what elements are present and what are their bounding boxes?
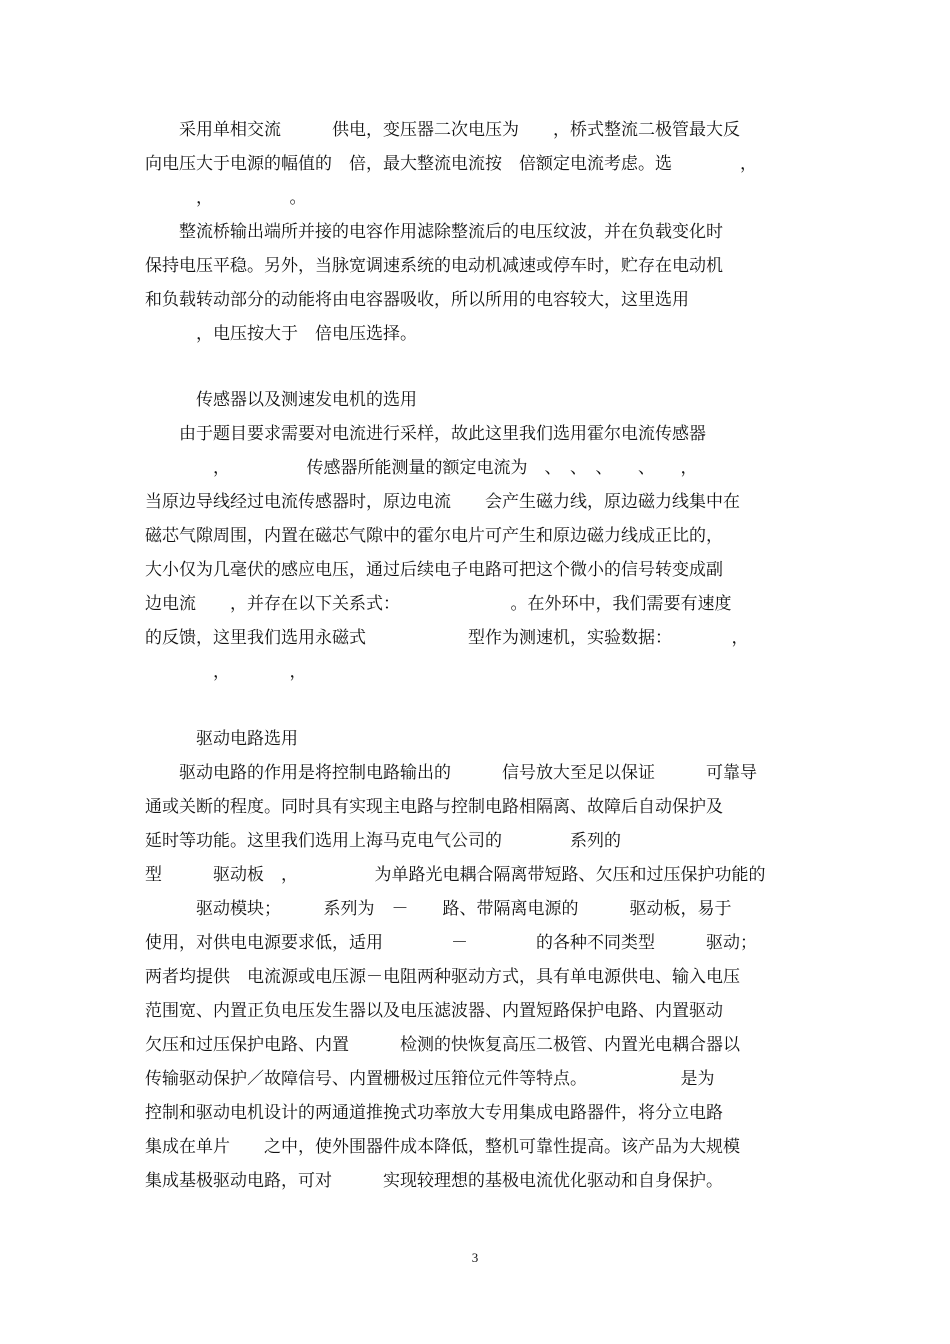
section-heading: 驱动电路选用 xyxy=(145,729,298,749)
text-line: ， 。 xyxy=(145,188,307,208)
text-line: 传输驱动保护／故障信号、内置栅极过压箝位元件等特点。 是为 xyxy=(145,1069,715,1089)
text-line: 驱动电路的作用是将控制电路输出的 信号放大至足以保证 可靠导 xyxy=(145,763,757,783)
text-line: 集成基极驱动电路，可对 实现较理想的基极电流优化驱动和自身保护。 xyxy=(145,1171,723,1191)
text-line: 向电压大于电源的幅值的 倍，最大整流电流按 倍额定电流考虑。选 ， xyxy=(145,154,757,174)
text-line: 型 驱动板 ， 为单路光电耦合隔离带短路、欠压和过压保护功能的 xyxy=(145,865,766,885)
text-line: 保持电压平稳。另外，当脉宽调速系统的电动机减速或停车时，贮存在电动机 xyxy=(145,256,723,276)
text-line: 集成在单片 之中，使外围器件成本降低，整机可靠性提高。该产品为大规模 xyxy=(145,1137,740,1157)
text-line: 当原边导线经过电流传感器时，原边电流 会产生磁力线，原边磁力线集中在 xyxy=(145,492,740,512)
text-line: 边电流 ，并存在以下关系式： 。在外环中，我们需要有速度 xyxy=(145,594,732,614)
text-line: 整流桥输出端所并接的电容作用滤除整流后的电压纹波，并在负载变化时 xyxy=(145,222,723,242)
text-line: 通或关断的程度。同时具有实现主电路与控制电路相隔离、故障后自动保护及 xyxy=(145,797,723,817)
text-line: 由于题目要求需要对电流进行采样，故此这里我们选用霍尔电流传感器 xyxy=(145,424,706,444)
text-line: 使用，对供电电源要求低，适用 － 的各种不同类型 驱动； xyxy=(145,933,757,953)
text-line: 范围宽、内置正负电压发生器以及电压滤波器、内置短路保护电路、内置驱动 xyxy=(145,1001,723,1021)
text-line: 采用单相交流 供电，变压器二次电压为 ，桥式整流二极管最大反 xyxy=(145,120,740,140)
page-number: 3 xyxy=(471,1250,479,1265)
text-line: 磁芯气隙周围，内置在磁芯气隙中的霍尔电片可产生和原边磁力线成正比的， xyxy=(145,526,723,546)
text-line: ， ， xyxy=(145,662,307,682)
text-line: 大小仅为几毫伏的感应电压，通过后续电子电路可把这个微小的信号转变成副 xyxy=(145,560,723,580)
text-line: 和负载转动部分的动能将由电容器吸收，所以所用的电容较大，这里选用 xyxy=(145,290,689,310)
text-line: 的反馈，这里我们选用永磁式 型作为测速机，实验数据： ， xyxy=(145,628,749,648)
text-line: 欠压和过压保护电路、内置 检测的快恢复高压二极管、内置光电耦合器以 xyxy=(145,1035,740,1055)
text-line: 驱动模块； 系列为 － 路、带隔离电源的 驱动板，易于 xyxy=(145,899,732,919)
text-line: 两者均提供 电流源或电压源－电阻两种驱动方式，具有单电源供电、输入电压 xyxy=(145,967,740,987)
text-line: ，电压按大于 倍电压选择。 xyxy=(145,324,417,344)
text-line: ， 传感器所能测量的额定电流为 、 、 、 、 ， xyxy=(145,458,698,478)
text-line: 控制和驱动电机设计的两通道推挽式功率放大专用集成电路器件，将分立电路 xyxy=(145,1103,723,1123)
section-heading: 传感器以及测速发电机的选用 xyxy=(145,390,417,410)
text-line: 延时等功能。这里我们选用上海马克电气公司的 系列的 xyxy=(145,831,621,851)
